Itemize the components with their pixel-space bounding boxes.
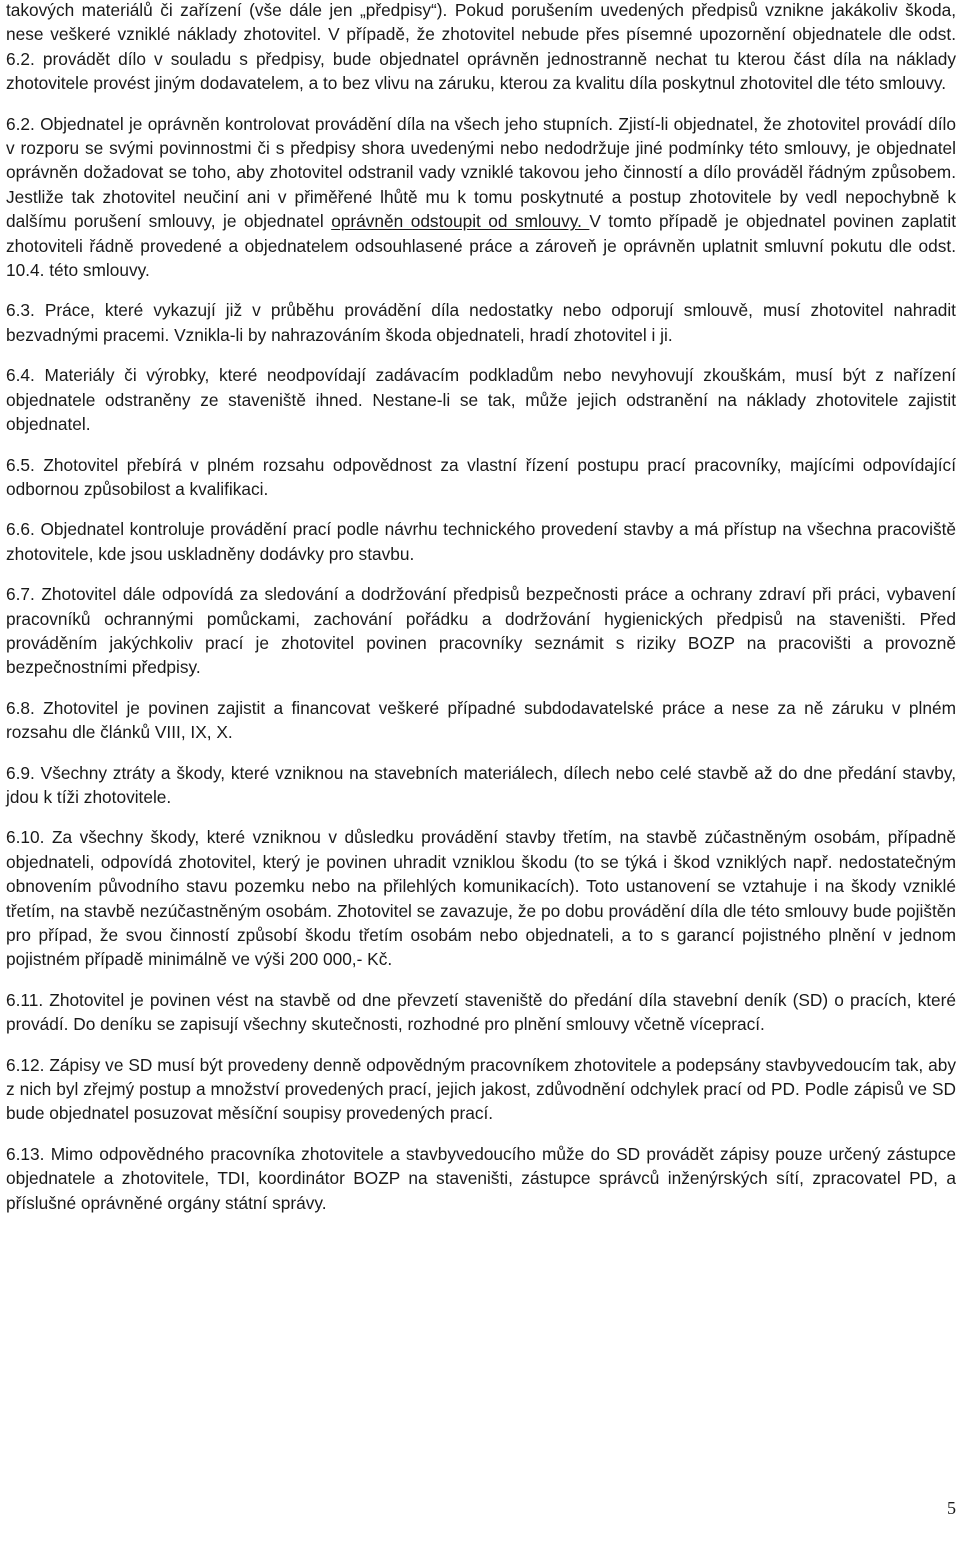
paragraph-6-2-continuation: V tomto případě je objednatel povinen zaplatit zhotoviteli řádně provedené a objednatelem odsouhlasené práce a zároveň je oprávněn uplatnit smluvní pokutu dle odst. 10.4. této smlouvy. — [6, 211, 956, 281]
paragraph-6-13: 6.13. Mimo odpovědného pracovníka zhotovitele a stavbyvedoucího může do SD provádět zápisy pouze určený zástupce objednatele a zhotovitele, TDI, koordinátor BOZP na staveništi, zástupce správců inženýrských sítí, zpracovatel PD, a příslušné oprávněné orgány státní správy. — [6, 1143, 956, 1213]
paragraph-6-10: 6.10. Za všechny škody, které vzniknou v důsledku provádění stavby třetím, na stavbě zúčastněným osobám, případně objednateli, odpovídá zhotovitel, který je povinen uhradit vzniklou škodu (to se týká i škod vzniklých např. nedostatečným obnovením původního stavu pozemku nebo na přilehlých komunikacích). Toto ustanovení se vztahuje i na škody vzniklé třetím, na stavbě nezúčastněným osobám. Zhotovitel se zavazuje, že po dobu provádění díla dle této smlouvy bude pojištěn pro případ, že svou činností způsobí škodu třetím osobám nebo objednateli, a to s garancí pojistného plnění v jednom pojistném případě minimálně ve výši 200 000,- Kč. — [6, 827, 956, 970]
paragraph-6-5: 6.5. Zhotovitel přebírá v plném rozsahu odpovědnost za vlastní řízení postupu prací pracovníky, majícími odpovídající odbornou způsobilost a kvalifikaci. — [6, 454, 956, 499]
underlined-withdrawal-clause: oprávněn odstoupit od smlouvy. — [331, 211, 590, 232]
paragraph-6-2 — [6, 112, 956, 283]
paragraph-6-2-text: 6.2. Objednatel je oprávněn kontrolovat provádění díla na všech jeho stupních. Zjistí-li objednatel, že zhotovitel provádí dílo v rozporu se svými povinnostmi či s předpisy shora uvedenými nebo nedodržuje jiné podmínky této smlouvy, je objednatel oprávněn dožadovat se toho, aby zhotovitel odstranil vady vzniklé takovou jeho činností a dílo prováděl řádným způsobem. Jestliže tak zhotovitel neučiní ani v přiměřené lhůtě mu k tomu poskytnuté a postup zhotovitele by vedl nepochybně k dalšímu porušení smlouvy, je objednatel — [6, 113, 956, 232]
paragraph-continuation: takových materiálů či zařízení (vše dále jen „předpisy“). Pokud porušením uvedených předpisů vznikne jakákoliv škoda, nese veškeré vzniklé náklady zhotovitel. V případě, že zhotovitel nebude přes písemné upozornění objednatele dle odst. 6.2. provádět dílo v souladu s předpisy, bude objednatel oprávněn jednostranně nechat tu kterou část díla na náklady zhotovitele provést jiným dodavatelem, a to bez vlivu na záruku, kterou za kvalitu díla poskytnul zhotovitel dle této smlouvy. — [6, 0, 956, 94]
document-page — [6, 0, 956, 1231]
page-number: 5 — [947, 1498, 956, 1518]
paragraph-6-3: 6.3. Práce, které vykazují již v průběhu provádění díla nedostatky nebo odporují smlouvě, musí zhotovitel nahradit bezvadnými pracemi. Vznikla-li by nahrazováním škoda objednateli, hradí zhotovitel i ji. — [6, 300, 956, 345]
paragraph-6-8: 6.8. Zhotovitel je povinen zajistit a financovat veškeré případné subdodavatelské práce a nese za ně záruku v plném rozsahu dle článků VIII, IX, X. — [6, 697, 956, 743]
paragraph-6-12: 6.12. Zápisy ve SD musí být provedeny denně odpovědným pracovníkem zhotovitele a podepsány stavbyvedoucím tak, aby z nich byl zřejmý postup a množství provedených prací, jejich jakost, zdůvodnění odchylek prací od PD. Podle zápisů ve SD bude objednatel posuzovat měsíční soupisy provedených prací. — [6, 1054, 956, 1124]
paragraph-6-6: 6.6. Objednatel kontroluje provádění prací podle návrhu technického provedení stavby a má přístup na všechna pracoviště zhotovitele, kde jsou uskladněny dodávky pro stavbu. — [6, 519, 956, 564]
paragraph-6-7: 6.7. Zhotovitel dále odpovídá za sledování a dodržování předpisů bezpečnosti práce a ochrany zdraví při práci, vybavení pracovníků ochrannými pomůckami, zachování pořádku a dodržování hygienických předpisů na staveništi. Před prováděním jakýchkoliv prací je zhotovitel povinen pracovníky seznámit s riziky BOZP na pracovišti a provozně bezpečnostními předpisy. — [6, 584, 956, 678]
paragraph-6-11: 6.11. Zhotovitel je povinen vést na stavbě od dne převzetí staveniště do předání díla stavební deník (SD) o pracích, které provádí. Do deníku se zapisují všechny skutečnosti, rozhodné pro plnění smlouvy včetně víceprací. — [6, 989, 956, 1035]
paragraph-6-4: 6.4. Materiály či výrobky, které neodpovídají zadávacím podkladům nebo nevyhovují zkouškám, musí být z nařízení objednatele odstraněny ze staveniště ihned. Nestane-li se tak, může jejich odstranění na náklady zhotovitele zajistit objednatel. — [6, 365, 956, 435]
paragraph-6-9: 6.9. Všechny ztráty a škody, které vzniknou na stavebních materiálech, dílech nebo celé stavbě až do dne předání stavby, jdou k tíži zhotovitele. — [6, 762, 956, 807]
